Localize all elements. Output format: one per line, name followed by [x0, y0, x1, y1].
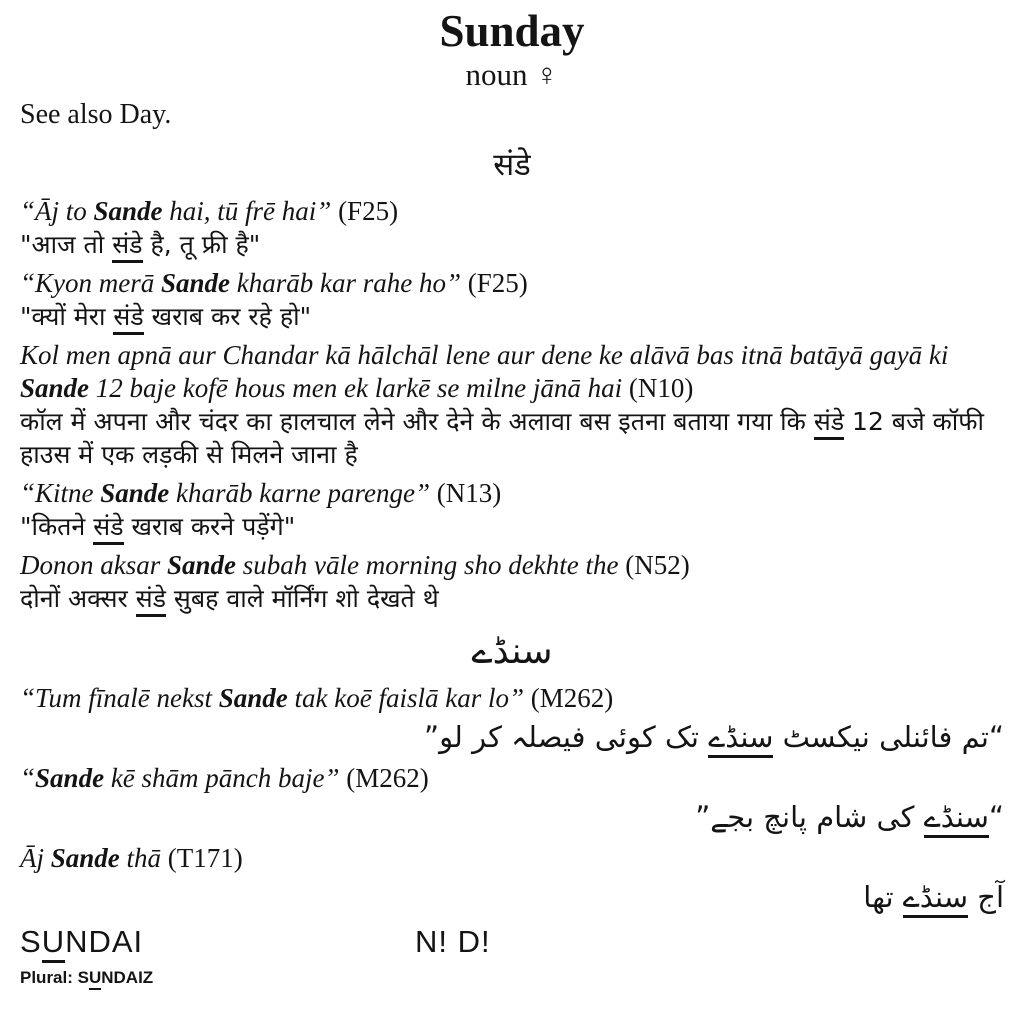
underlined-headword: संडे [814, 407, 844, 440]
latin-headword: Sande [100, 477, 170, 508]
latin-post: hai, tū frē hai” [162, 195, 332, 226]
underlined-headword: संडे [93, 512, 123, 545]
example-latin [20, 477, 1004, 510]
trans-post: تھا [863, 879, 903, 914]
latin-headword: Sande [35, 762, 105, 793]
source-ref: (N52) [618, 549, 690, 580]
trans-pre: कॉल में अपना और चंदर का हालचाल लेने और देने के अलावा बस इतना बताया गया कि [20, 406, 814, 436]
trans-post: 12 बजे कॉफी हाउस में एक लड़की से मिलने जाना है [20, 406, 984, 469]
trans-pre: “ [988, 799, 1004, 834]
underlined-headword: سنڈے [903, 880, 968, 918]
latin-post: kharāb kar rahe ho” [230, 267, 462, 298]
latin-post: subah vāle morning sho dekhte the [236, 549, 619, 580]
example-translation-hindi [20, 510, 1004, 543]
latin-headword: Sande [161, 267, 231, 298]
underlined-headword: संडे [112, 230, 142, 263]
plural-note [20, 968, 1004, 988]
urdu-headword: سنڈے [471, 630, 553, 672]
latin-pre: “ [20, 762, 36, 793]
example-latin [20, 267, 1004, 300]
trans-post: کی شام پانچ بجے” [695, 799, 924, 834]
example-latin [20, 682, 1004, 715]
example-latin [20, 195, 1004, 228]
gloss-post: NDAI [65, 923, 144, 959]
hindi-headword: संडे [493, 146, 531, 183]
example-translation-hindi [20, 300, 1004, 333]
example-translation-urdu [20, 801, 1004, 834]
sign-gloss-row [20, 924, 1004, 960]
trans-pre: "आज तो [20, 229, 113, 259]
latin-pre: “Āj to [20, 195, 94, 226]
example-translation-hindi [20, 582, 1004, 615]
latin-post: thā [119, 842, 162, 873]
source-ref: (T171) [161, 842, 243, 873]
latin-pre: Donon aksar [20, 549, 167, 580]
sign-notation: N! D! [415, 923, 491, 959]
plural-post: NDAIZ [101, 967, 154, 987]
latin-post: 12 baje kofē hous men ek larkē se milne jānā hai [89, 372, 623, 403]
source-ref: (N13) [430, 477, 502, 508]
latin-headword: Sande [167, 549, 237, 580]
plural-underlined-letter: U [89, 968, 101, 990]
trans-pre: آج [968, 879, 1004, 914]
example-translation-urdu [20, 881, 1004, 914]
latin-post: tak koē faislā kar lo” [287, 682, 525, 713]
example-entry [20, 267, 1004, 333]
example-entry [20, 339, 1004, 471]
latin-pre: “Tum fīnalē nekst [20, 682, 219, 713]
underlined-headword: سنڈے [708, 720, 773, 758]
latin-post: kē shām pānch baje” [104, 762, 340, 793]
trans-pre: "क्यों मेरा [20, 301, 114, 331]
trans-post: تک کوئی فیصلہ کر لو” [424, 719, 709, 754]
example-translation-hindi [20, 405, 1004, 471]
latin-headword: Sande [93, 195, 163, 226]
page-title: Sunday [439, 6, 585, 56]
latin-headword: Sande [20, 372, 90, 403]
example-translation-hindi [20, 228, 1004, 261]
latin-pre: Kol men apnā aur Chandar kā hālchāl lene aur dene ke alāvā bas itnā batāyā gayā ki [20, 339, 949, 370]
underlined-headword: संडे [136, 584, 166, 617]
latin-pre: Āj [20, 842, 51, 873]
sign-gloss [20, 924, 143, 960]
source-ref: (F25) [331, 195, 399, 226]
plural-pre: S [77, 967, 89, 987]
source-ref: (N10) [622, 372, 694, 403]
latin-pre: “Kyon merā [20, 267, 161, 298]
trans-post: है, तू फ्री है" [142, 229, 261, 259]
example-translation-urdu [20, 721, 1004, 754]
example-latin [20, 842, 1004, 875]
female-gender-icon: ♀ [535, 56, 559, 92]
example-entry [20, 842, 1004, 914]
latin-headword: Sande [50, 842, 120, 873]
gloss-underlined-letter: U [42, 924, 65, 963]
example-latin [20, 762, 1004, 795]
example-entry [20, 195, 1004, 261]
latin-headword: Sande [218, 682, 288, 713]
underlined-headword: سنڈے [924, 800, 989, 838]
trans-post: खराब कर रहे हो" [143, 301, 312, 331]
example-entry [20, 762, 1004, 834]
part-of-speech: noun [465, 56, 528, 92]
see-also-note: See also Day. [20, 98, 172, 130]
latin-post: kharāb karne parenge” [169, 477, 431, 508]
latin-pre: “Kitne [20, 477, 101, 508]
source-ref: (F25) [461, 267, 528, 298]
plural-label: Plural: [20, 967, 78, 987]
example-latin [20, 339, 1004, 405]
source-ref: (M262) [339, 762, 429, 793]
part-of-speech-line [20, 58, 1004, 92]
underlined-headword: संडे [113, 302, 143, 335]
trans-pre: दोनों अक्सर [20, 583, 136, 613]
example-entry [20, 477, 1004, 543]
trans-post: सुबह वाले मॉर्निंग शो देखते थे [165, 583, 439, 613]
example-latin [20, 549, 1004, 582]
source-ref: (M262) [524, 682, 614, 713]
trans-pre: “تم فائنلی نیکسٹ [773, 719, 1004, 754]
trans-post: खराब करने पड़ेंगे" [123, 511, 296, 541]
trans-pre: "कितने [20, 511, 94, 541]
example-entry [20, 682, 1004, 754]
gloss-pre: S [20, 923, 42, 959]
example-entry [20, 549, 1004, 615]
